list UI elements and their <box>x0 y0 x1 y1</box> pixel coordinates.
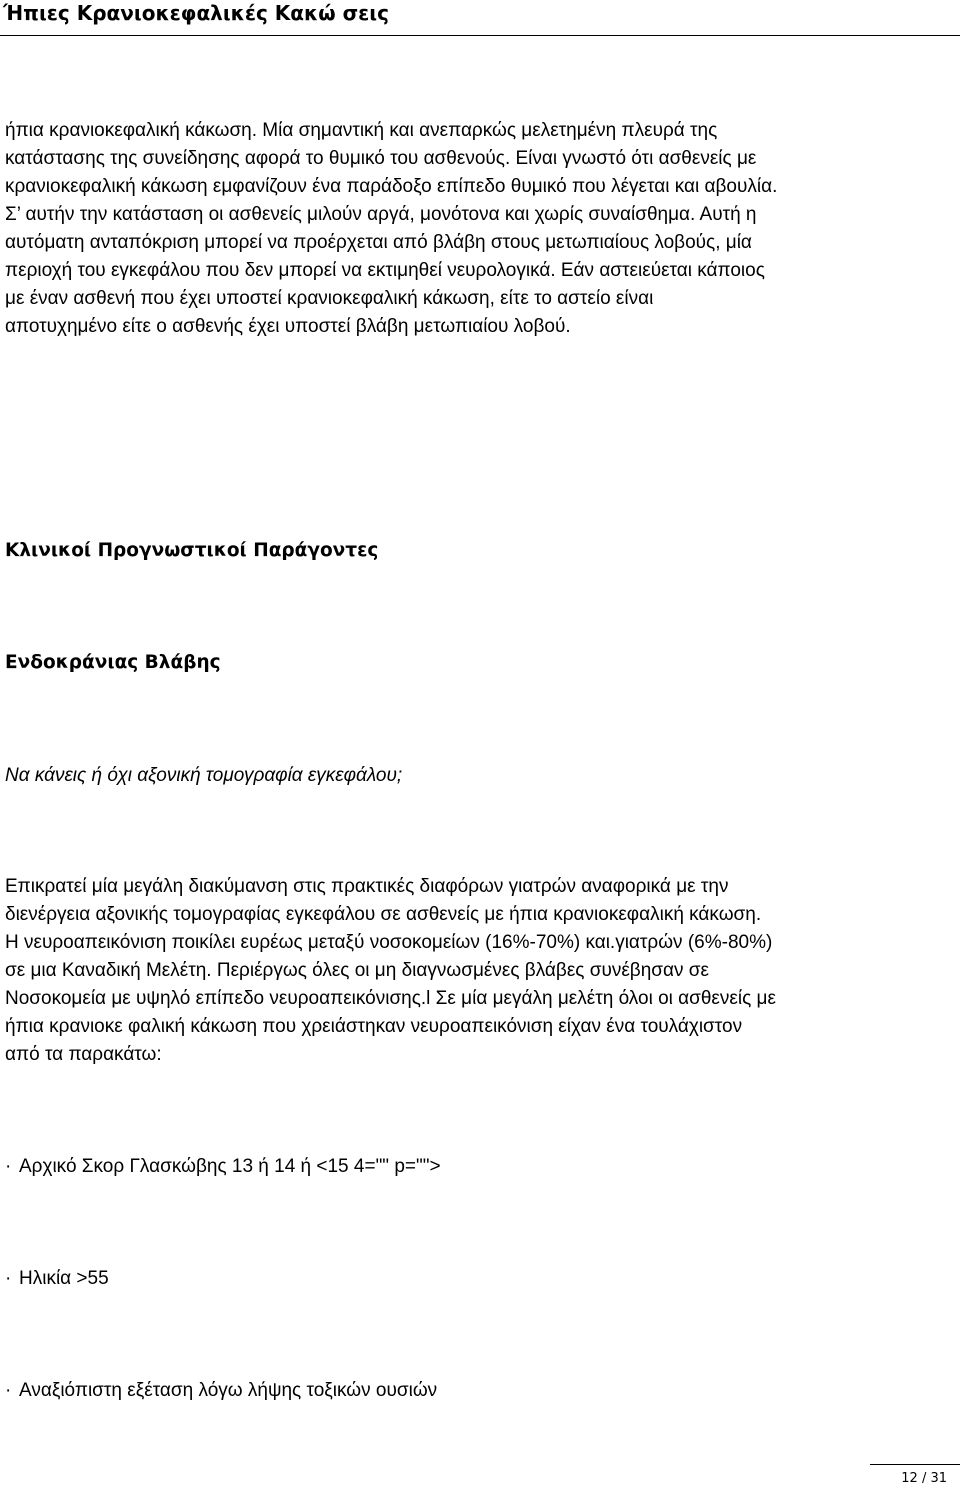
intro-paragraph-line: περιοχή του εγκεφάλου που δεν μπορεί να εκτιμηθεί νευρολογικά. Εάν αστειεύεται κάποιος <box>5 260 765 281</box>
intro-paragraph <box>5 117 955 341</box>
subsection-heading: Ενδοκράνιας Βλάβης <box>5 652 221 673</box>
criteria-item-text: Ηλικία >55 <box>19 1268 109 1289</box>
criteria-item <box>5 1377 437 1405</box>
intro-paragraph-line: αποτυχημένο είτε ο ασθενής έχει υποστεί βλάβη μετωπιαίου λοβού. <box>5 316 571 337</box>
body-paragraph-line: διενέργεια αξονικής τομογραφίας εγκεφάλου σε ασθενείς με ήπια κρανιοκεφαλική κάκωση. <box>5 904 762 925</box>
document-title: Ήπιες Κρανιοκεφαλικές Κακώ σεις <box>3 1 389 25</box>
body-paragraph <box>5 873 955 1069</box>
page-number: 12 / 31 <box>901 1471 947 1486</box>
intro-paragraph-line: ήπια κρανιοκεφαλική κάκωση. Μία σημαντική και ανεπαρκώς μελετημένη πλευρά της <box>5 120 718 141</box>
body-paragraph-line: Η νευροαπεικόνιση ποικίλει ευρέως μεταξύ νοσοκομείων (16%-70%) και.γιατρών (6%-80%) <box>5 932 773 953</box>
bullet-dot-icon: · <box>5 1268 12 1289</box>
body-paragraph-line: από τα παρακάτω: <box>5 1044 162 1065</box>
intro-paragraph-line: κατάστασης της συνείδησης αφορά το θυμικό του ασθενούς. Είναι γνωστό ότι ασθενείς με <box>5 148 757 169</box>
intro-paragraph-line: με έναν ασθενή που έχει υποστεί κρανιοκεφαλική κάκωση, είτε το αστείο είναι <box>5 288 654 309</box>
footer-divider <box>870 1464 960 1465</box>
body-paragraph-line: Επικρατεί μία μεγάλη διακύμανση στις πρακτικές διαφόρων γιατρών αναφορικά με την <box>5 876 729 897</box>
intro-paragraph-line: αυτόματη ανταπόκριση μπορεί να προέρχεται από βλάβη στους μετωπιαίους λοβούς, μία <box>5 232 752 253</box>
bullet-dot-icon: · <box>5 1156 12 1177</box>
criteria-item-text: Αρχικό Σκορ Γλασκώβης 13 ή 14 ή <15 4="" p=""> <box>19 1156 441 1177</box>
question-line: Να κάνεις ή όχι αξονική τομογραφία εγκεφάλου; <box>5 765 403 786</box>
intro-paragraph-line: Σ’ αυτήν την κατάσταση οι ασθενείς μιλούν αργά, μονότονα και χωρίς συναίσθημα. Αυτή η <box>5 204 757 225</box>
header-divider <box>0 35 960 36</box>
criteria-item <box>5 1153 441 1181</box>
bullet-dot-icon: · <box>5 1380 12 1401</box>
criteria-item-text: Αναξιόπιστη εξέταση λόγω λήψης τοξικών ουσιών <box>19 1380 438 1401</box>
intro-paragraph-line: κρανιοκεφαλική κάκωση εμφανίζουν ένα παράδοξο επίπεδο θυμικό που λέγεται και αβουλία. <box>5 176 778 197</box>
section-heading: Κλινικοί Προγνωστικοί Παράγοντες <box>5 540 379 561</box>
body-paragraph-line: ήπια κρανιοκε φαλική κάκωση που χρειάστηκαν νευροαπεικόνιση είχαν ένα τουλάχιστον <box>5 1016 743 1037</box>
body-paragraph-line: Νοσοκομεία με υψηλό επίπεδο νευροαπεικόνισης.l Σε μία μεγάλη μελέτη όλοι οι ασθενείς με <box>5 988 776 1009</box>
body-paragraph-line: σε μια Καναδική Μελέτη. Περιέργως όλες οι μη διαγνωσμένες βλάβες συνέβησαν σε <box>5 960 709 981</box>
criteria-item <box>5 1265 109 1293</box>
